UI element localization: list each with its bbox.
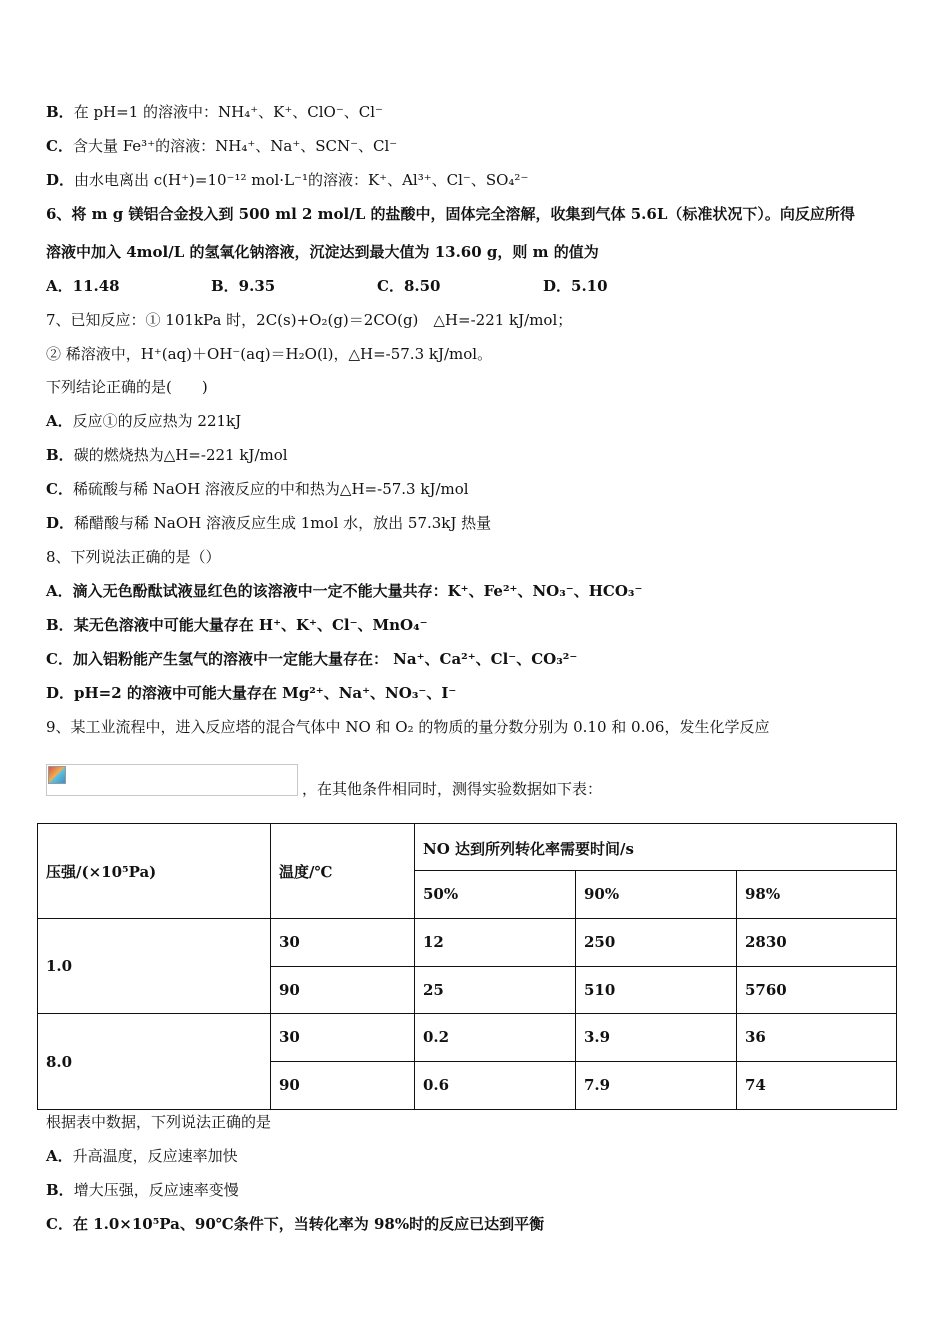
q8-option-b: B．某无色溶液中可能大量存在 H⁺、K⁺、Cl⁻、MnO₄⁻ xyxy=(46,616,428,634)
table-cell: 7.9 xyxy=(576,1062,737,1110)
table-cell: 90 xyxy=(271,967,415,1014)
q8-option-a: A．滴入无色酚酞试液显红色的该溶液中一定不能大量共存：K⁺、Fe²⁺、NO₃⁻、HCO₃⁻ xyxy=(46,582,643,600)
q6-stem-line2: 溶液中加入 4mol/L 的氢氧化钠溶液，沉淀达到最大值为 13.60 g，则 m 的值为 xyxy=(46,243,599,261)
q9-stem: 9、某工业流程中，进入反应塔的混合气体中 NO 和 O₂ 的物质的量分数分别为 0.10 和 0.06，发生化学反应 xyxy=(46,718,770,736)
table-cell: 0.6 xyxy=(415,1062,576,1110)
equation-image-placeholder xyxy=(46,764,298,796)
q7-prompt: 下列结论正确的是( ) xyxy=(46,378,208,396)
header-time: NO 达到所列转化率需要时间/s xyxy=(415,824,897,871)
q7-stem-line2: ② 稀溶液中，H⁺(aq)＋OH⁻(aq)＝H₂O(l)，△H=-57.3 kJ/mol。 xyxy=(46,345,493,363)
q9-prompt: 根据表中数据，下列说法正确的是 xyxy=(46,1113,272,1131)
q6-option-a: A．11.48 xyxy=(46,277,120,295)
table-cell: 90 xyxy=(271,1062,415,1110)
q6-stem-line1: 6、将 m g 镁铝合金投入到 500 ml 2 mol/L 的盐酸中，固体完全溶解，收集到气体 5.6L（标准状况下）。向反应所得 xyxy=(46,205,855,223)
table-row xyxy=(38,1014,897,1062)
header-temperature: 温度/℃ xyxy=(271,824,415,919)
header-pct-98: 98% xyxy=(737,871,897,919)
q5-option-d: D．由水电离出 c(H⁺)=10⁻¹² mol·L⁻¹的溶液：K⁺、Al³⁺、Cl⁻、SO₄²⁻ xyxy=(46,171,529,189)
broken-image-icon xyxy=(48,766,66,784)
table-cell: 510 xyxy=(576,967,737,1014)
table-cell: 0.2 xyxy=(415,1014,576,1062)
header-pct-90: 90% xyxy=(576,871,737,919)
q9-option-a: A．升高温度，反应速率加快 xyxy=(46,1147,238,1165)
q7-option-d: D．稀醋酸与稀 NaOH 溶液反应生成 1mol 水，放出 57.3kJ 热量 xyxy=(46,514,492,532)
q8-option-c: C．加入铝粉能产生氢气的溶液中一定能大量存在： Na⁺、Ca²⁺、Cl⁻、CO₃²⁻ xyxy=(46,650,578,668)
q6-option-c: C．8.50 xyxy=(377,277,441,295)
table-cell: 5760 xyxy=(737,967,897,1014)
q7-option-a: A．反应①的反应热为 221kJ xyxy=(46,412,242,430)
q5-option-b: B．在 pH=1 的溶液中：NH₄⁺、K⁺、ClO⁻、Cl⁻ xyxy=(46,103,383,121)
q6-options xyxy=(46,276,608,296)
table-cell: 30 xyxy=(271,1014,415,1062)
header-pct-50: 50% xyxy=(415,871,576,919)
table-row xyxy=(38,919,897,967)
table-cell: 2830 xyxy=(737,919,897,967)
conversion-data-table xyxy=(37,823,897,1110)
table-cell: 30 xyxy=(271,919,415,967)
pressure-cell: 1.0 xyxy=(38,919,271,1014)
pressure-cell: 8.0 xyxy=(38,1014,271,1110)
q7-stem-line1: 7、已知反应：① 101kPa 时，2C(s)+O₂(g)＝2CO(g) △H=-221 kJ/mol； xyxy=(46,311,573,329)
table-cell: 36 xyxy=(737,1014,897,1062)
table-cell: 250 xyxy=(576,919,737,967)
table-cell: 3.9 xyxy=(576,1014,737,1062)
q7-option-b: B．碳的燃烧热为△H=-221 kJ/mol xyxy=(46,446,288,464)
q5-option-c: C．含大量 Fe³⁺的溶液：NH₄⁺、Na⁺、SCN⁻、Cl⁻ xyxy=(46,137,398,155)
q6-option-b: B．9.35 xyxy=(211,277,276,295)
q7-option-c: C．稀硫酸与稀 NaOH 溶液反应的中和热为△H=-57.3 kJ/mol xyxy=(46,480,469,498)
table-cell: 74 xyxy=(737,1062,897,1110)
table-cell: 25 xyxy=(415,967,576,1014)
q9-stem-after-image: ，在其他条件相同时，测得实验数据如下表： xyxy=(302,780,603,798)
q9-option-b: B．增大压强，反应速率变慢 xyxy=(46,1181,239,1199)
q8-option-d: D．pH=2 的溶液中可能大量存在 Mg²⁺、Na⁺、NO₃⁻、I⁻ xyxy=(46,684,457,702)
q6-option-d: D．5.10 xyxy=(543,277,608,295)
q8-stem: 8、下列说法正确的是（） xyxy=(46,548,221,566)
q9-option-c: C．在 1.0×10⁵Pa、90℃条件下，当转化率为 98%时的反应已达到平衡 xyxy=(46,1215,545,1233)
header-pressure: 压强/(×10⁵Pa) xyxy=(38,824,271,919)
table-cell: 12 xyxy=(415,919,576,967)
